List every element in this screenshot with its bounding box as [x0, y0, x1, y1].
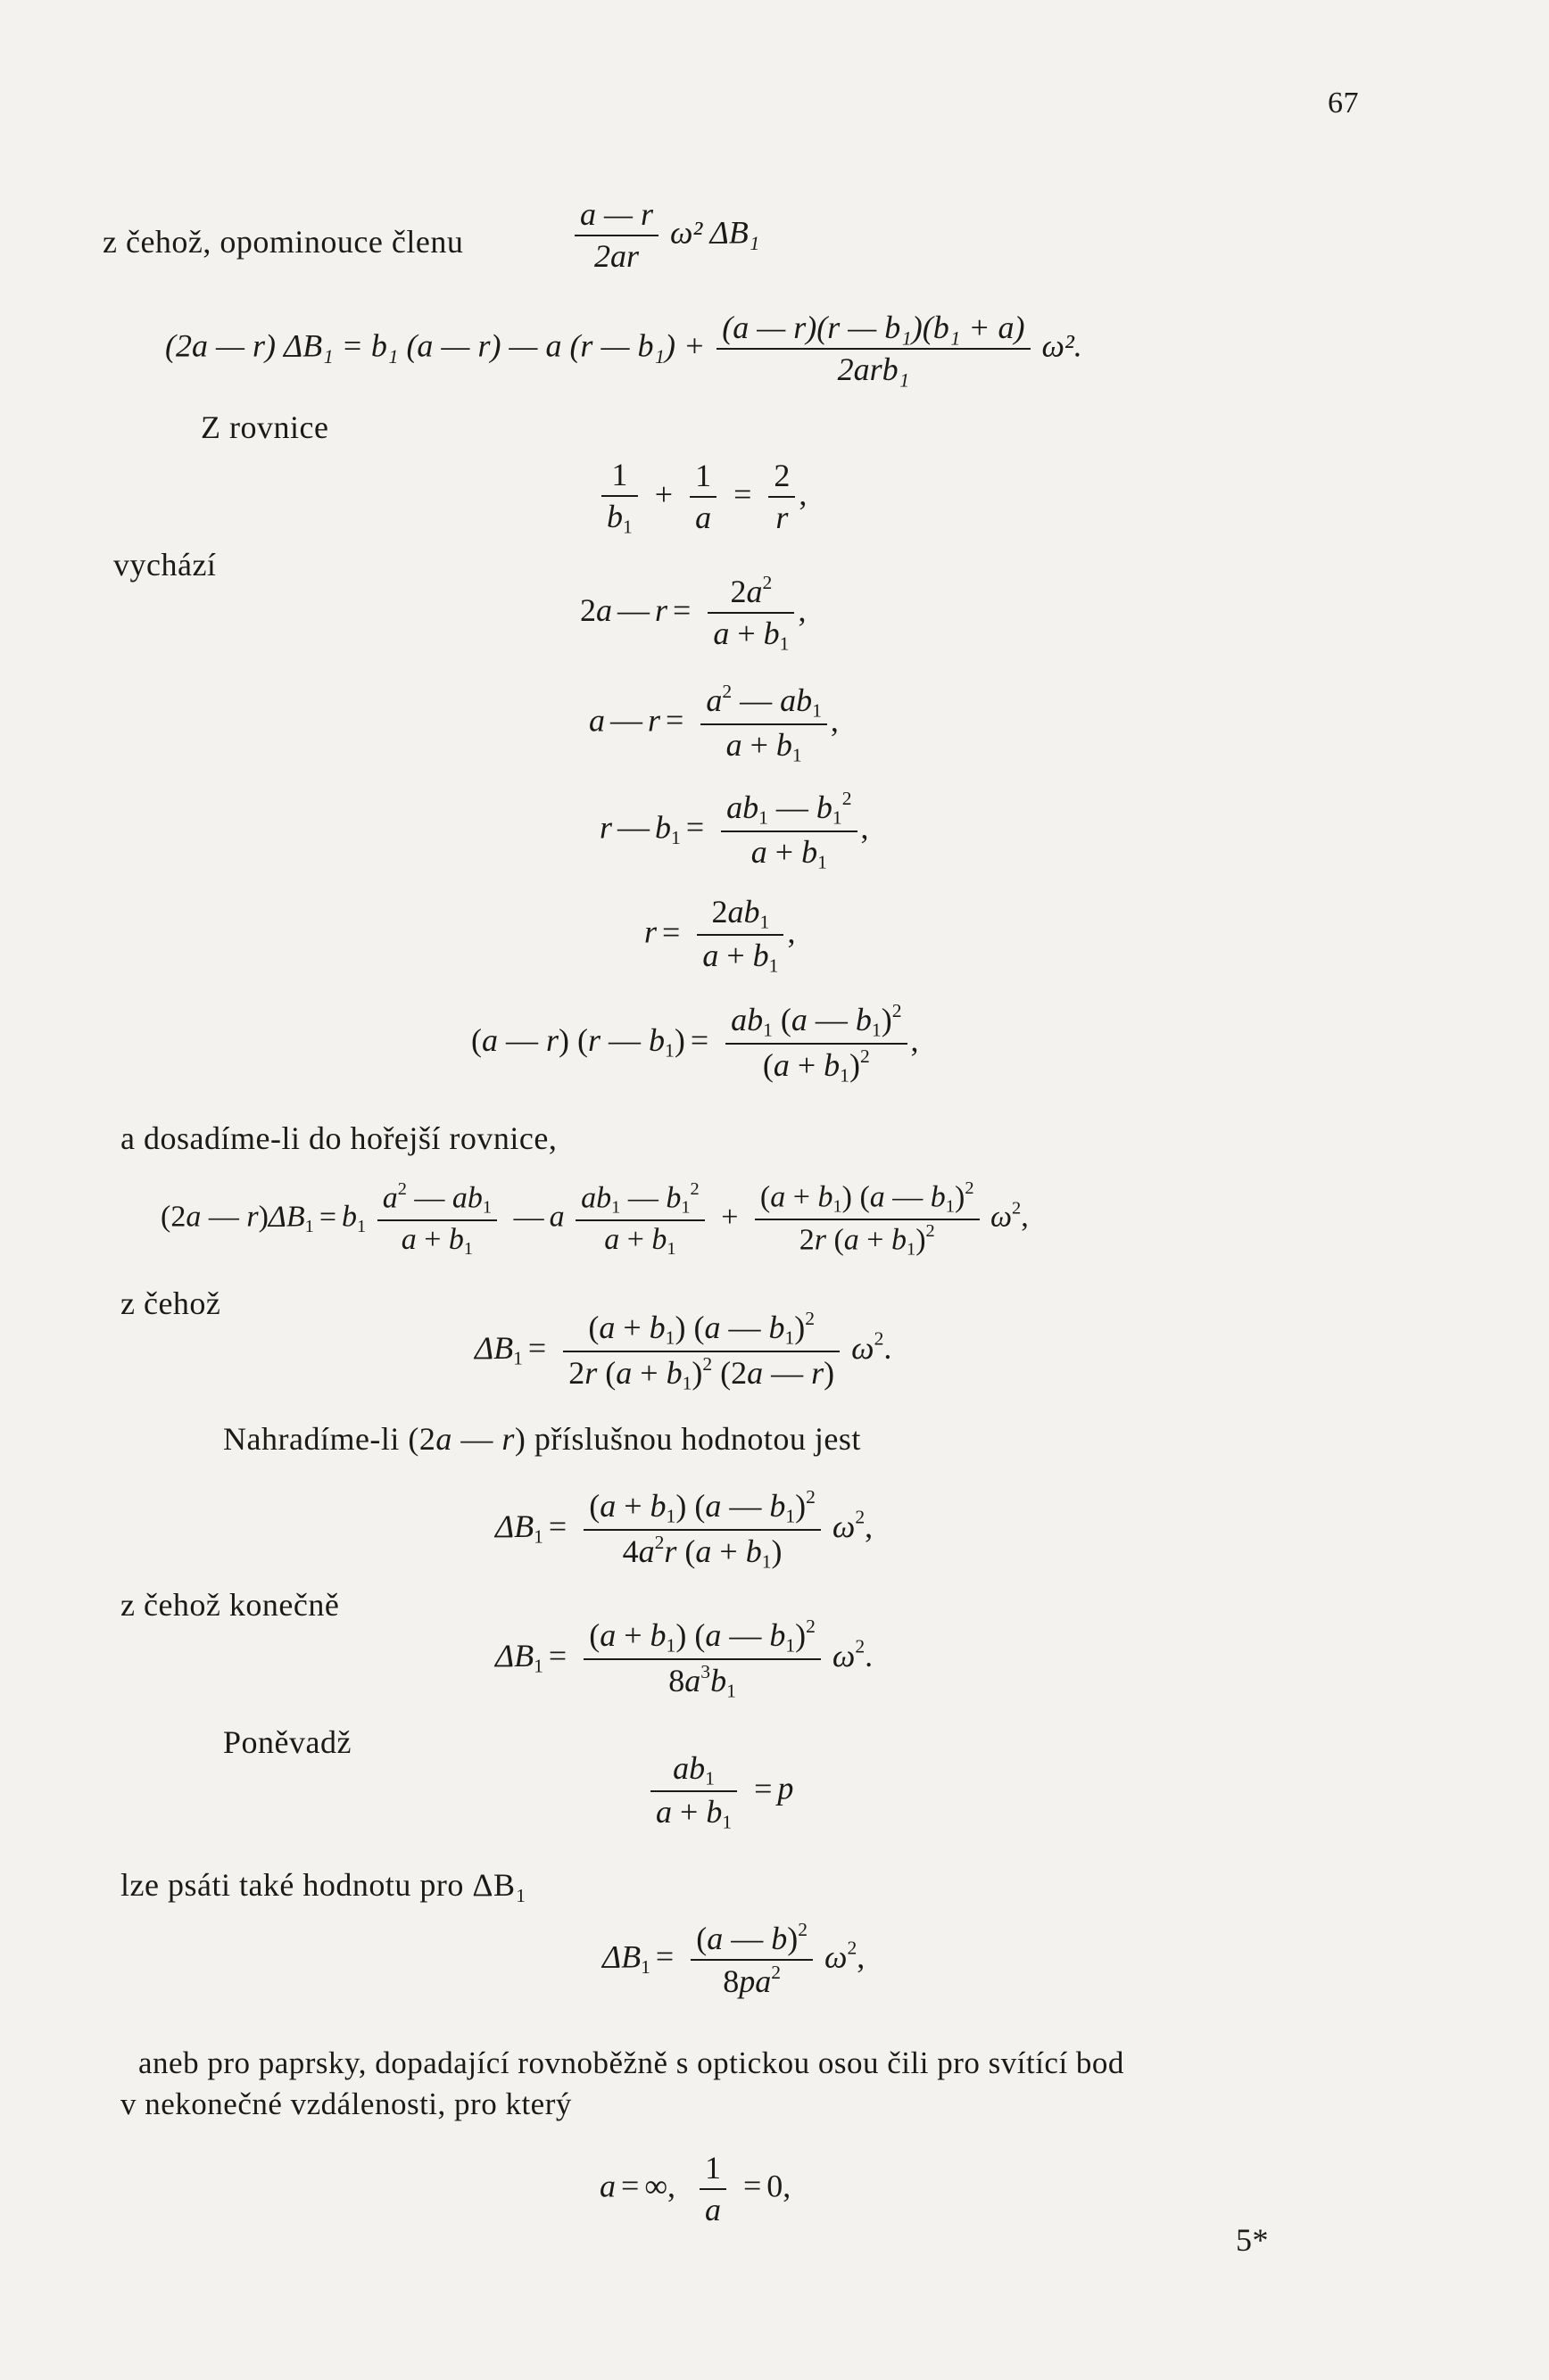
text-line-9: lze psáti také hodnotu pro ΔB₁ [120, 1867, 527, 1903]
text-line-4: a dosadíme-li do hořejší rovnice, [120, 1120, 558, 1156]
text-line-11: v nekonečné vzdálenosti, pro který [120, 2087, 572, 2121]
equation-4: a — r = $\frac{a^2 — ab_1}{a + b_1}$ , [589, 681, 839, 766]
equation-1: (2a — r) ΔB₁ = b₁ (a — r) — a (r — b₁) + $\frac{\text{(a — r)(r — b₁)(b₁ + a)}}{\text{2arb₁}}$ ω². [165, 308, 1082, 390]
equation-6: r = $\frac{2ab_1}{a + b_1}$ , [644, 894, 796, 977]
equation-13: $\Delta B_1$ = $\frac{(a — b)^2}{8pa^2}$ $\omega^2$, [602, 1919, 866, 2000]
page-number: 67 [1328, 87, 1359, 120]
text-line-1: z čehož, opominouce členu [103, 224, 464, 260]
eq0-fraction: $\frac{a — r}{2ar}$ [575, 194, 659, 277]
equation-7: (a — r) (r — $b_1$) = $\frac{ab_1 (a — b_1)^2}{(a + b_1)^2}$ , [471, 1000, 919, 1087]
equation-3: 2a — r = $\frac{2a^2}{a + b_1}$ , [580, 572, 807, 655]
text-line-7: z čehož konečně [120, 1587, 340, 1623]
text-line-2: Z rovnice [201, 409, 329, 445]
equation-8: (2a — $r)\Delta B_1 = b_1$ $\frac{a^2 — ab_1}{a + b_1}$ — a $\frac{ab_1 — b_1^2}{a + b_1}$ + $\frac{(a + b_1) (a — b_1)^2}{2r (a + b_1)^2}$ $\omega^2$, [161, 1178, 1029, 1260]
equation-10: $\Delta B_1$ = $\frac{(a + b_1) (a — b_1)^2}{4a^2r (a + b_1)}$ $\omega^2$, [495, 1486, 874, 1573]
footer-signature: 5* [1236, 2222, 1269, 2258]
equation-14: a = ∞, $\frac{1}{a}$ = 0, [600, 2150, 791, 2227]
text-line-6: Nahradíme-li (2a — r) příslušnou hodnotou jest [223, 1421, 861, 1457]
equation-9: $\Delta B_1$ = $\frac{(a + b_1) (a — b_1)^2}{2r (a + b_1)^2 (2a — r)}$ $\omega^2$. [475, 1308, 892, 1394]
equation-5: r — $b_1$ = $\frac{ab_1 — b_1^2}{a + b_1}$ , [600, 788, 869, 873]
text-line-8: Poněvadž [223, 1724, 352, 1760]
eq1-fraction: $\frac{\text{(a — r)(r — b₁)(b₁ + a)}}{\text{2arb₁}}$ [717, 308, 1030, 390]
equation-2: $\frac{1}{b_1}$ + $\frac{1}{a}$ = $\frac{2}{r}$ , [598, 455, 807, 539]
text-line-3: vychází [113, 547, 217, 583]
text-line-10: aneb pro paprsky, dopadající rovnoběžně s optickou osou čili pro svítící bod [138, 2045, 1124, 2080]
equation-11: $\Delta B_1$ = $\frac{(a + b_1) (a — b_1)^2}{8a^3b_1}$ $\omega^2$. [495, 1616, 874, 1702]
equation-12: $\frac{ab_1}{a + b_1}$ = p [647, 1748, 793, 1835]
text-line-5: z čehož [120, 1285, 221, 1321]
equation-0: $\frac{a — r}{2ar}$ ω² ΔB₁ [571, 194, 759, 277]
